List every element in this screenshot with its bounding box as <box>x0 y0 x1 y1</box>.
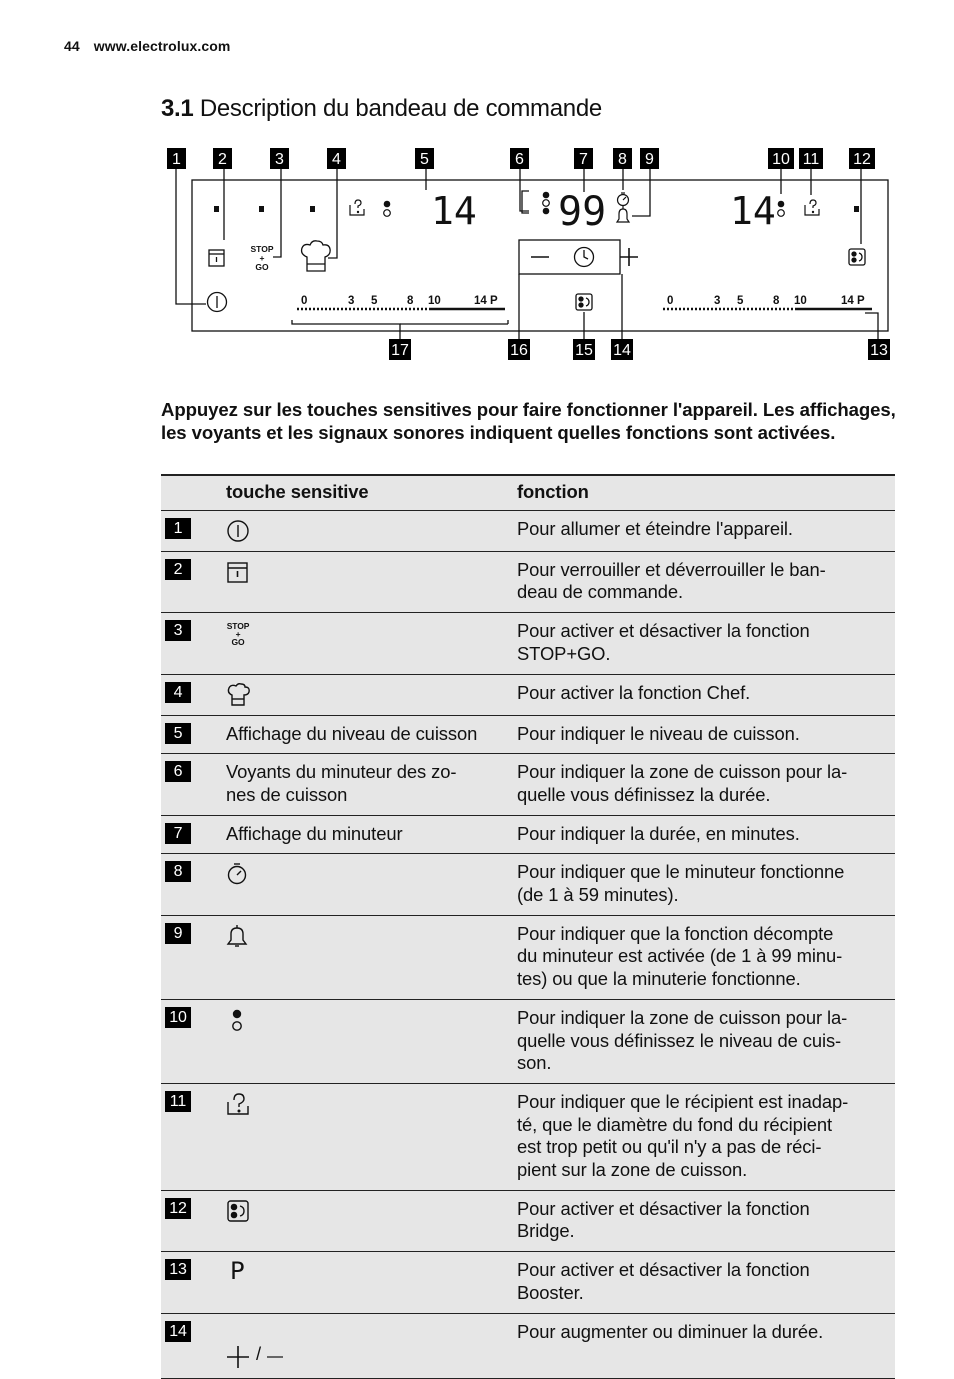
svg-text:STOP: STOP <box>226 621 250 632</box>
bridge-icon[interactable] <box>849 249 865 265</box>
section-title-text: Description du bandeau de commande <box>199 95 602 122</box>
header-touch-key: touche sensitive <box>226 481 369 502</box>
table-row <box>161 675 895 716</box>
stop-go-icon[interactable] <box>251 244 274 272</box>
timer-plus-icon[interactable] <box>620 248 638 266</box>
scale-right-5: 5 <box>737 295 744 307</box>
table-row <box>161 854 895 915</box>
row-number: 7 <box>165 823 191 844</box>
zone-indicator-left-1 <box>214 206 219 212</box>
callout-2: 2 <box>218 151 227 168</box>
scale-left-3: 3 <box>348 295 355 307</box>
row-function: Pour indiquer que la fonction décompte du minuteur est activée (de 1 à 99 minu- tes) ou que la minuterie fonctionne. <box>517 922 843 990</box>
row-number: 14 <box>165 1321 191 1342</box>
power-icon[interactable] <box>208 293 227 312</box>
table-row <box>161 816 895 855</box>
header-function: fonction <box>517 481 589 502</box>
count-down-bell-icon <box>617 206 629 222</box>
leader-17 <box>292 320 400 339</box>
row-key: Voyants du minuteur des zo- nes de cuisson <box>226 761 457 805</box>
stop-go-icon <box>226 621 256 647</box>
row-number: 12 <box>165 1198 191 1219</box>
row-function: Pour activer et désactiver la fonction Bridge. <box>517 1197 810 1242</box>
cooking-zone-led-icon <box>384 201 391 217</box>
row-function: Pour augmenter ou diminuer la durée. <box>517 1320 824 1342</box>
table-row <box>161 716 895 755</box>
scale-left-14p: 14 P <box>474 295 498 307</box>
table-row <box>161 613 895 674</box>
callout-12: 12 <box>853 151 871 168</box>
callout-8: 8 <box>618 151 627 168</box>
page-header <box>64 38 230 54</box>
cooking-zone-led-icon <box>226 1008 252 1034</box>
bridge-center-icon[interactable] <box>576 294 592 310</box>
callout-11: 11 <box>802 151 820 168</box>
stop-go-go: GO <box>255 262 269 272</box>
intro-paragraph: Appuyez sur les touches sensitives pour faire fonctionner l'appareil. Les affichages, les voyants et les signaux sonores indiquent quelles fonctions sont activées. <box>161 399 896 443</box>
row-function: Pour activer la fonction Chef. <box>517 681 751 703</box>
scale-left-10: 10 <box>428 295 441 307</box>
leader-9 <box>632 169 650 216</box>
page-number: 44 <box>64 38 80 54</box>
scale-right-8: 8 <box>773 295 780 307</box>
minus-icon <box>265 1344 285 1370</box>
section-number: 3.1 <box>161 95 194 122</box>
lock-icon <box>226 560 252 584</box>
row-number: 13 <box>165 1259 191 1280</box>
row-function: Pour indiquer la zone de cuisson pour la- quelle vous définissez la durée. <box>517 761 848 805</box>
minute-minder-icon <box>618 193 629 206</box>
callout-16: 16 <box>510 342 528 359</box>
scale-right-0: 0 <box>667 295 674 307</box>
row-number: 9 <box>165 923 191 944</box>
power-icon <box>226 519 252 543</box>
row-function: Pour indiquer le niveau de cuisson. <box>517 722 800 744</box>
zone-indicator-right <box>854 206 859 212</box>
table-row <box>161 1314 895 1379</box>
callout-10: 10 <box>772 151 790 168</box>
row-number: 3 <box>165 620 191 641</box>
slash-separator: / <box>256 1343 262 1365</box>
leader-3 <box>273 169 281 257</box>
table-row <box>161 1000 895 1084</box>
row-function: Pour indiquer que le minuteur fonctionne (de 1 à 59 minutes). <box>517 861 845 906</box>
row-number: 5 <box>165 723 191 744</box>
pan-detect-icon <box>350 200 364 215</box>
zone-indicator-left-2 <box>259 206 264 212</box>
callout-3: 3 <box>275 151 284 168</box>
scale-left-5: 5 <box>371 295 378 307</box>
chef-hat-icon <box>226 683 252 707</box>
table-row <box>161 1084 895 1191</box>
row-number: 11 <box>165 1091 191 1112</box>
leader-6 <box>520 169 529 211</box>
timer-led-bracket <box>522 191 529 213</box>
sensor-field-table <box>161 474 895 1379</box>
callout-9: 9 <box>645 151 654 168</box>
row-number: 2 <box>165 559 191 580</box>
svg-text:+: + <box>235 629 241 640</box>
scale-left-0: 0 <box>301 295 308 307</box>
callout-14: 14 <box>613 342 631 359</box>
callout-4: 4 <box>332 151 341 168</box>
row-number: 8 <box>165 861 191 882</box>
right-level-display: 14 <box>730 189 776 233</box>
timer-zone-leds <box>543 192 550 215</box>
row-number: 10 <box>165 1007 191 1028</box>
table-row <box>161 511 895 552</box>
table-row <box>161 916 895 1000</box>
bell-icon <box>226 924 252 948</box>
scale-right-14p: 14 P <box>841 295 865 307</box>
timer-clock-icon[interactable] <box>575 248 594 267</box>
left-power-slider[interactable] <box>297 295 505 309</box>
website-url: www.electrolux.com <box>93 38 231 54</box>
left-power-display <box>431 189 477 233</box>
callout-15: 15 <box>575 342 593 359</box>
callout-17: 17 <box>391 342 409 359</box>
control-panel-diagram <box>160 140 900 365</box>
scale-left-8: 8 <box>407 295 414 307</box>
callout-13: 13 <box>870 342 888 359</box>
leader-4 <box>328 169 337 258</box>
stopwatch-icon <box>226 862 252 886</box>
scale-right-3: 3 <box>714 295 721 307</box>
pan-detect-icon <box>226 1092 252 1118</box>
row-number: 1 <box>165 518 191 539</box>
timer-display: 99 <box>558 189 607 235</box>
right-power-slider[interactable] <box>663 295 872 309</box>
row-function: Pour indiquer que le récipient est inadap- té, que le diamètre du fond du récipient est trop petit ou qu'il n'y a pas de réci- pient sur la zone de cuisson. <box>517 1090 849 1181</box>
table-row <box>161 1191 895 1252</box>
pan-detect-right-icon <box>805 200 819 215</box>
row-function: Pour activer et désactiver la fonction STOP+GO. <box>517 620 810 664</box>
zone-indicator-left-3 <box>310 206 315 212</box>
chef-hat-icon[interactable] <box>302 241 331 271</box>
table-header-row <box>161 474 895 511</box>
stop-go-stop: STOP <box>250 244 274 254</box>
row-function: Pour allumer et éteindre l'appareil. <box>517 517 793 539</box>
callout-5: 5 <box>420 151 429 168</box>
row-function: Pour activer et désactiver la fonction Booster. <box>517 1259 810 1303</box>
leader-13 <box>865 313 878 339</box>
cooking-zone-led-right-icon <box>778 201 785 217</box>
row-function: Pour indiquer la zone de cuisson pour la- quelle vous définissez le niveau de cuis- son. <box>517 1006 848 1074</box>
row-function: Pour indiquer la durée, en minutes. <box>517 822 800 844</box>
stop-go-plus: + <box>259 253 265 263</box>
table-row <box>161 1252 895 1313</box>
table-row <box>161 552 895 613</box>
row-number: 6 <box>165 761 191 782</box>
lock-icon[interactable] <box>209 250 224 266</box>
table-row <box>161 754 895 815</box>
row-number: 4 <box>165 682 191 703</box>
callout-6: 6 <box>515 151 524 168</box>
svg-text:GO: GO <box>231 637 245 648</box>
row-function: Pour verrouiller et déverrouiller le ban- deau de commande. <box>517 558 826 603</box>
leader-1 <box>176 169 206 304</box>
row-key: Affichage du niveau de cuisson <box>226 722 478 744</box>
booster-p-icon: P <box>230 1257 245 1286</box>
scale-right-10: 10 <box>794 295 807 307</box>
row-key: Affichage du minuteur <box>226 822 403 844</box>
bridge-icon <box>226 1199 252 1225</box>
left-level-display: 14 <box>431 189 477 233</box>
callout-7: 7 <box>579 151 588 168</box>
section-title <box>161 95 602 123</box>
callout-1: 1 <box>172 151 181 168</box>
plus-icon <box>226 1344 252 1370</box>
